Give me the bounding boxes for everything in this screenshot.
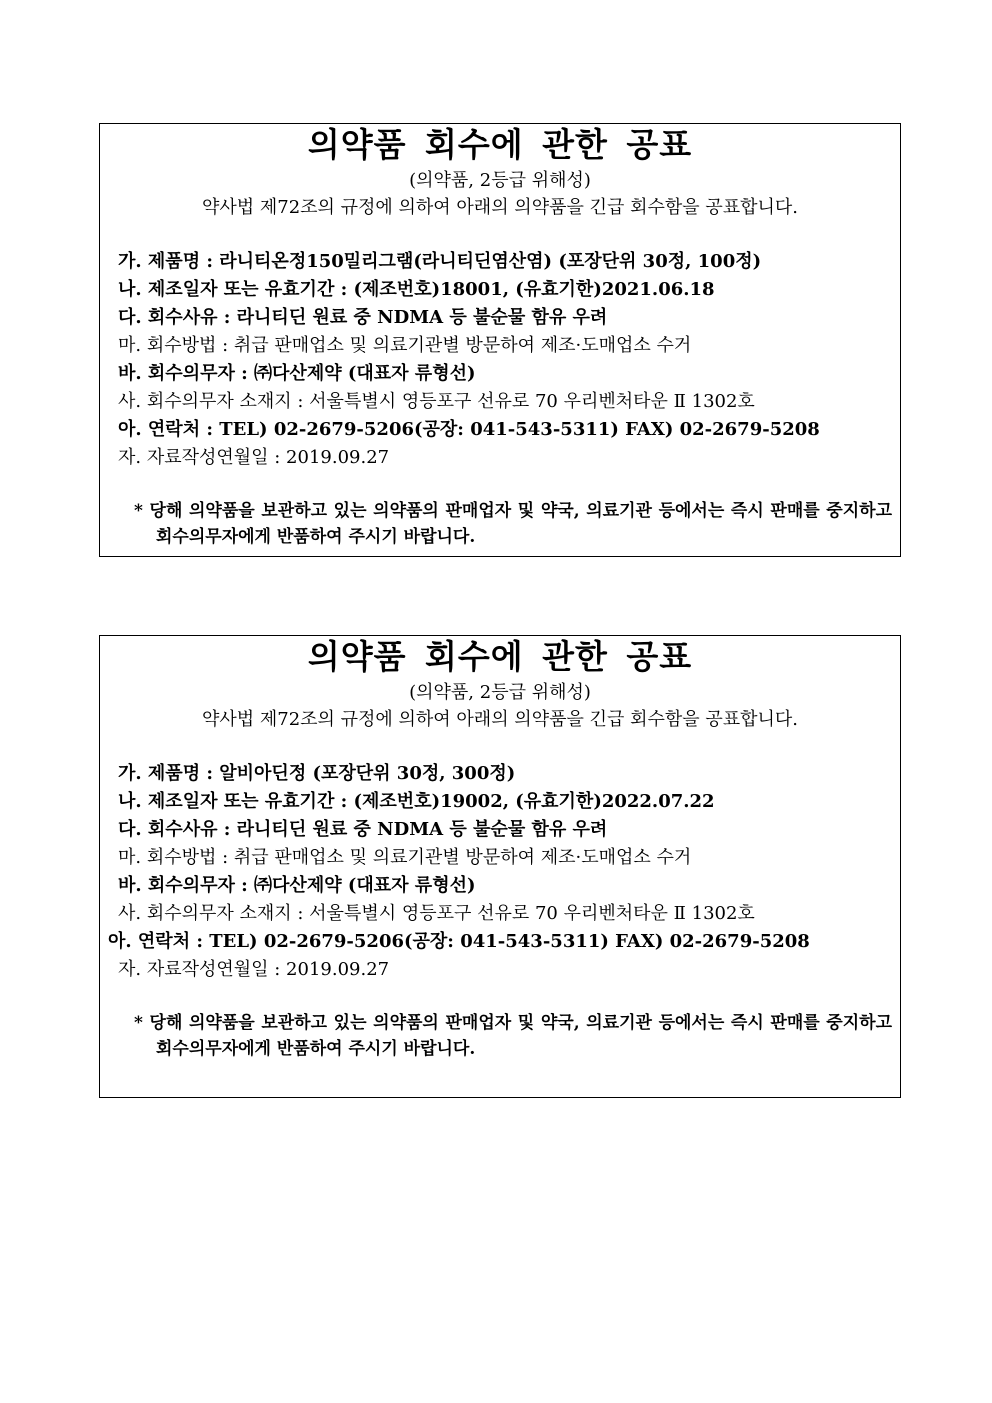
notice-footnote: * 당해 의약품을 보관하고 있는 의약품의 판매업자 및 약국, 의료기관 등에서는 즉시 판매를 중지하고 회수의무자에게 반품하여 주시기 바랍니다. [134, 501, 892, 547]
item-product: 가. 제품명 : 알비아딘정 (포장단위 30정, 300정) [118, 763, 516, 784]
notice-footnote: * 당해 의약품을 보관하고 있는 의약품의 판매업자 및 약국, 의료기관 등에서는 즉시 판매를 중지하고 회수의무자에게 반품하여 주시기 바랍니다. [134, 1013, 892, 1059]
notice-items [108, 248, 892, 472]
notice-title: 의약품 회수에 관한 공표 [307, 637, 693, 676]
item-method: 마. 회수방법 : 취급 판매업소 및 의료기관별 방문하여 제조·도매업소 수거 [118, 335, 692, 356]
item-obligor: 바. 회수의무자 : ㈜다산제약 (대표자 류형선) [118, 363, 476, 384]
item-address: 사. 회수의무자 소재지 : 서울특별시 영등포구 선유로 70 우리벤처타운 Ⅱ 1302호 [118, 391, 755, 412]
notice-subtitle: (의약품, 2등급 위해성) [409, 170, 591, 191]
notice-subtitle: (의약품, 2등급 위해성) [409, 682, 591, 703]
item-date: 자. 자료작성연월일 : 2019.09.27 [118, 447, 390, 468]
item-date: 자. 자료작성연월일 : 2019.09.27 [118, 959, 390, 980]
item-reason: 다. 회수사유 : 라니티딘 원료 중 NDMA 등 불순물 함유 우려 [118, 307, 608, 328]
item-product: 가. 제품명 : 라니티온정150밀리그램(라니티딘염산염) (포장단위 30정, 100정) [118, 251, 762, 272]
item-address: 사. 회수의무자 소재지 : 서울특별시 영등포구 선유로 70 우리벤처타운 Ⅱ 1302호 [118, 903, 755, 924]
notice-title: 의약품 회수에 관한 공표 [307, 125, 693, 164]
notice-intro: 약사법 제72조의 규정에 의하여 아래의 의약품을 긴급 회수함을 공표합니다. [201, 197, 799, 218]
item-contact: 아. 연락처 : TEL) 02-2679-5206(공장: 041-543-5311) FAX) 02-2679-5208 [118, 419, 820, 440]
notice-items [108, 760, 892, 984]
recall-notice-2 [99, 635, 901, 1098]
item-lot: 나. 제조일자 또는 유효기간 : (제조번호)19002, (유효기한)2022.07.22 [118, 791, 715, 812]
item-method: 마. 회수방법 : 취급 판매업소 및 의료기관별 방문하여 제조·도매업소 수거 [118, 847, 692, 868]
recall-notice-1 [99, 123, 901, 557]
item-lot: 나. 제조일자 또는 유효기간 : (제조번호)18001, (유효기한)2021.06.18 [118, 279, 715, 300]
item-obligor: 바. 회수의무자 : ㈜다산제약 (대표자 류형선) [118, 875, 476, 896]
item-reason: 다. 회수사유 : 라니티딘 원료 중 NDMA 등 불순물 함유 우려 [118, 819, 608, 840]
item-contact: 아. 연락처 : TEL) 02-2679-5206(공장: 041-543-5311) FAX) 02-2679-5208 [108, 931, 810, 952]
notice-intro: 약사법 제72조의 규정에 의하여 아래의 의약품을 긴급 회수함을 공표합니다. [201, 709, 799, 730]
